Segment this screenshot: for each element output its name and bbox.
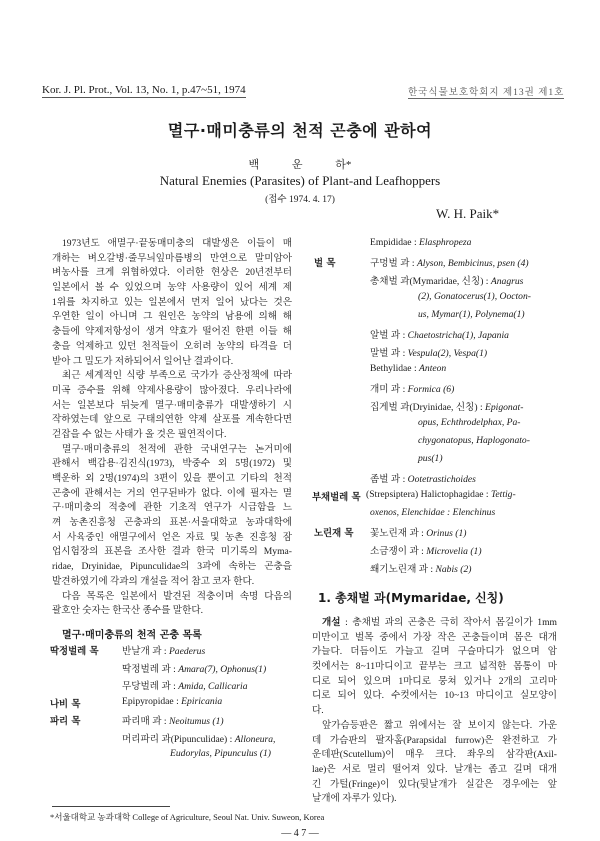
text-line: ridae, Dryinidae, Pipunculidae의 3과에 속하는 곤충을 xyxy=(52,561,292,573)
text-line: lae)은 서로 멀리 떨어져 있다. 날개는 좁고 길며 대개 xyxy=(312,763,557,775)
text-line: 앞가슴등판은 짧고 위에서는 잘 보이지 않는다. 가운 xyxy=(322,719,557,731)
family-name: 쐐기노린재 과 : xyxy=(370,564,436,575)
list-item xyxy=(370,237,471,248)
list-item xyxy=(370,255,529,269)
family-name: 구멍벌 과 : xyxy=(370,258,417,269)
footnote-rule xyxy=(52,806,170,807)
genera-names: Formica (6) xyxy=(407,384,455,395)
footnote: *서울대학교 농과대학 College of Agriculture, Seoul Nat. Univ. Suweon, Korea xyxy=(50,812,325,822)
list-item xyxy=(122,661,266,675)
genera-names: Neoitumus (1) xyxy=(168,716,224,727)
genera-names: Alyson, Bembicinus, psen (4) xyxy=(416,258,529,269)
order-name: 벌 목 xyxy=(314,258,336,269)
journal-citation: Kor. J. Pl. Prot., Vol. 13, No. 1, p.47~51, 1974 xyxy=(42,84,246,96)
list-item xyxy=(370,273,523,287)
text-line: 벼농사를 크게 위협하였다. 이러한 현상은 20년전부터 xyxy=(52,267,292,279)
paper-title-english: Natural Enemies (Parasites) of Plant-and Leafhoppers xyxy=(159,173,441,188)
section-lead: 개설 xyxy=(322,617,341,628)
text-line: 데 가슴판의 팔자홈(Parapsidal furrow)은 완전하고 가 xyxy=(312,734,557,746)
text-line: 디로 되어 있다. 수컷에서는 10~13 마디이고 실모양이 xyxy=(312,690,557,702)
family-name: Empididae : xyxy=(370,237,420,248)
genera-names: Paederus xyxy=(168,646,206,657)
genera-names: Eudorylas, Pipunculus (1) xyxy=(170,748,271,759)
list-item xyxy=(370,507,495,518)
family-name: 좀벌 과 : xyxy=(370,474,408,485)
text-line xyxy=(312,616,557,631)
list-item xyxy=(370,363,446,374)
order-name: 나비 목 xyxy=(50,699,81,710)
page-number: — 4 7 — xyxy=(281,828,319,839)
text-line: 1위를 차지하고 있는 일본에서 먼저 일어 났다는 것은 xyxy=(52,296,292,308)
text-line: 개하는 벼오갈병·줄무늬잎마름병의 만연으로 말미암아 xyxy=(52,252,292,264)
text-line: 긴 가털(Fringe)이 있다(뒷날개가 실같은 경우에는 앞 xyxy=(312,778,557,790)
genera-names: Chaetostricha(1), Japania xyxy=(407,330,509,341)
genera-names: opus, Echthrodelphax, Pa- xyxy=(418,417,521,428)
text-line: 운데판(Scutellum)이 매우 크다. 좌우의 삼각판(Axil- xyxy=(312,749,557,761)
family-name: 개미 과 : xyxy=(370,384,408,395)
text-line: 서는 일본보다 뒤늦게 멸구·매미충류가 대발생하기 시 xyxy=(52,399,292,411)
list-heading: 멸구·매미충류의 천적 곤충 목록 xyxy=(62,630,202,641)
text-line: 충들에 약제저항성이 생겨 약효가 떨어진 한편 이들 해 xyxy=(52,326,292,338)
genera-names: Amida, Callicaria xyxy=(178,681,248,692)
text-line: 받아 그 밀도가 저하되어서 일어난 결과이다. xyxy=(52,355,234,367)
journal-stamp: 한국식물보호학회지 제13권 제1호 xyxy=(408,84,564,99)
list-item xyxy=(370,399,523,413)
family-name: Epipyropidae : xyxy=(122,696,182,707)
text-line: 괄호안 숫자는 한국산 종수를 말한다. xyxy=(52,605,204,617)
text-line: 1973년도 애멸구·끝동매미충의 대발생은 이들이 매 xyxy=(62,238,292,249)
genera-names: Tettig- xyxy=(490,489,516,500)
genera-names: Alloneura, xyxy=(234,734,276,745)
list-item xyxy=(418,453,443,464)
section-body xyxy=(312,616,557,807)
genera-names: Anagrus xyxy=(490,276,524,287)
text-line: 미만이고 벌목 중에서 가장 작은 곤충들이며 몸은 대개 xyxy=(312,631,557,643)
intro-text xyxy=(52,237,292,619)
genera-names: Nabis (2) xyxy=(435,564,472,575)
list-item xyxy=(370,327,509,341)
family-name: Bethylidae : xyxy=(370,363,420,374)
author-english: W. H. Paik* xyxy=(436,206,500,221)
family-name: 꽃노린재 과 : xyxy=(370,528,427,539)
family-name: (Strepsiptera) Halictophagidae : xyxy=(366,489,491,500)
text-line: 껴 농촌진흥청 곤충과의 표본·서울대학교 농과대학에 xyxy=(52,517,292,529)
family-name: 반날개 과 : xyxy=(122,646,169,657)
genera-names: Elasphropeza xyxy=(419,237,472,248)
list-item xyxy=(418,291,531,302)
text-line: 날개에 자루가 있다). xyxy=(312,793,397,805)
genera-names: pus(1) xyxy=(418,453,443,464)
text-line: 일본에서 볼 수 있었으며 농약 사용량이 있어 세계 제 xyxy=(52,282,292,294)
order-name: 파리 목 xyxy=(50,716,81,727)
family-name: 머리파리 과(Pipunculidae) : xyxy=(122,734,235,745)
list-item xyxy=(170,748,271,759)
text-line: 관해서 백갑용·김진식(1973), 박중수 외 5명(1972) 및 xyxy=(52,458,292,470)
genera-names: Anteon xyxy=(419,363,447,374)
text-line: 구·매미충의 적충에 관한 기초적 연구가 시급함을 느 xyxy=(52,502,292,514)
text-line: 디로 되어 있으며 1마디로 뭉쳐 있거나 2개의 고리마 xyxy=(312,675,557,687)
text-line: 작하였는데 앞으로 구태의연한 약제 살포를 계속한다면 xyxy=(52,414,292,426)
genera-names: us, Mymar(1), Polynema(1) xyxy=(418,309,525,320)
family-name: 총채벌 과(Mymaridae, 신칭) : xyxy=(370,276,491,287)
section-heading: 1. 총채벌 과(Mymaridae, 신칭) xyxy=(318,591,504,605)
family-name: 딱정벌레 과 : xyxy=(122,664,179,675)
list-item xyxy=(122,731,275,745)
paper-title: 멸구·매미충류의 천적 곤충에 관하여 xyxy=(167,121,433,140)
list-item xyxy=(122,643,205,657)
genera-names: chygonatopus, Haplogonato- xyxy=(418,435,530,446)
list-item xyxy=(370,471,476,485)
list-item xyxy=(418,417,521,428)
list-item xyxy=(370,381,454,395)
family-name: 파리매 과 : xyxy=(122,716,169,727)
text-line: 최근 세계적인 식량 부족으로 국가가 증산정책에 따라 xyxy=(62,370,292,382)
list-item xyxy=(370,543,482,557)
genera-names: Epigonat- xyxy=(485,402,524,413)
text-line: 서 사육중인 애멸구에서 얻은 자료 및 농촌 진흥청 잠 xyxy=(52,531,292,543)
text-line: 우연한 일이 아니며 그 원인은 농약의 남용에 의해 해 xyxy=(52,311,292,323)
text-line: 곤충에 관해서는 거의 연구된바가 없다. 이에 필자는 멸 xyxy=(52,487,292,499)
text-line: 미곡 증수를 위해 약제사용량이 많아졌다. 우리나라에 xyxy=(52,384,292,396)
list-item xyxy=(418,309,525,320)
author-korean: 백 운 하* xyxy=(248,159,352,171)
list-item xyxy=(370,345,487,359)
genera-names: Orinus (1) xyxy=(426,528,467,539)
list-item xyxy=(122,713,224,727)
list-item xyxy=(366,489,516,500)
list-item xyxy=(370,525,466,539)
text-line: 발견하였기에 각과의 개설을 적어 참고 코자 한다. xyxy=(52,575,255,587)
genera-names: Amara(7), Ophonus(1) xyxy=(178,664,267,675)
text-line: 업시험장의 표본을 조사한 결과 한국 미기록의 Myma- xyxy=(52,546,292,558)
text-line: 가늘다. 더듬이도 가늘고 길며 구슬마디가 없으며 암 xyxy=(312,646,557,658)
list-item xyxy=(370,561,471,575)
text-line: 컷에서는 8~11마디이고 끝부는 크고 넓적한 몸통이 마 xyxy=(312,661,557,673)
genera-names: Epiricania xyxy=(181,696,223,707)
text-span: : 총채벌 과의 곤충은 극히 작아서 몸길이가 1mm xyxy=(340,617,557,628)
text-line: 걷잡을 수 없는 사태가 올 것은 필연적이다. xyxy=(52,428,227,440)
family-name: 소금쟁이 과 : xyxy=(370,546,427,557)
text-line: 멸구·매미충류의 천적에 관한 국내연구는 논거미에 xyxy=(62,443,292,455)
family-name: 무당벌레 과 : xyxy=(122,681,179,692)
order-name: 부채벌레 목 xyxy=(312,492,361,503)
family-name: 집게벌 과(Dryinidae, 신칭) : xyxy=(370,402,486,413)
received-date: (접수 1974. 4. 17) xyxy=(265,195,335,205)
family-name: 말벌 과 : xyxy=(370,348,408,359)
list-item xyxy=(418,435,530,446)
family-name: 알벌 과 : xyxy=(370,330,408,341)
order-name: 딱정벌레 목 xyxy=(50,646,99,657)
text-line: 다. xyxy=(312,705,324,717)
list-item xyxy=(122,696,222,707)
genera-names: Ootetrastichoides xyxy=(407,474,476,485)
text-line: 다음 목록은 일본에서 발견된 적충이며 속명 다음의 xyxy=(62,590,292,602)
genera-names: Microvelia (1) xyxy=(426,546,482,557)
text-line: 백운하 외 2명(1974)의 3편이 있을 뿐이고 기타의 천적 xyxy=(52,473,292,484)
genera-names: (2), Gonatocerus(1), Oocton- xyxy=(418,291,531,302)
genera-names: Vespula(2), Vespa(1) xyxy=(407,348,488,359)
list-item xyxy=(122,678,248,692)
genera-names: oxenos, Elenchidae : Elenchinus xyxy=(370,507,496,518)
text-line: 충을 억제하고 있던 천적들이 오히려 농약의 타격을 더 xyxy=(52,340,292,352)
order-name: 노린재 목 xyxy=(314,528,354,539)
